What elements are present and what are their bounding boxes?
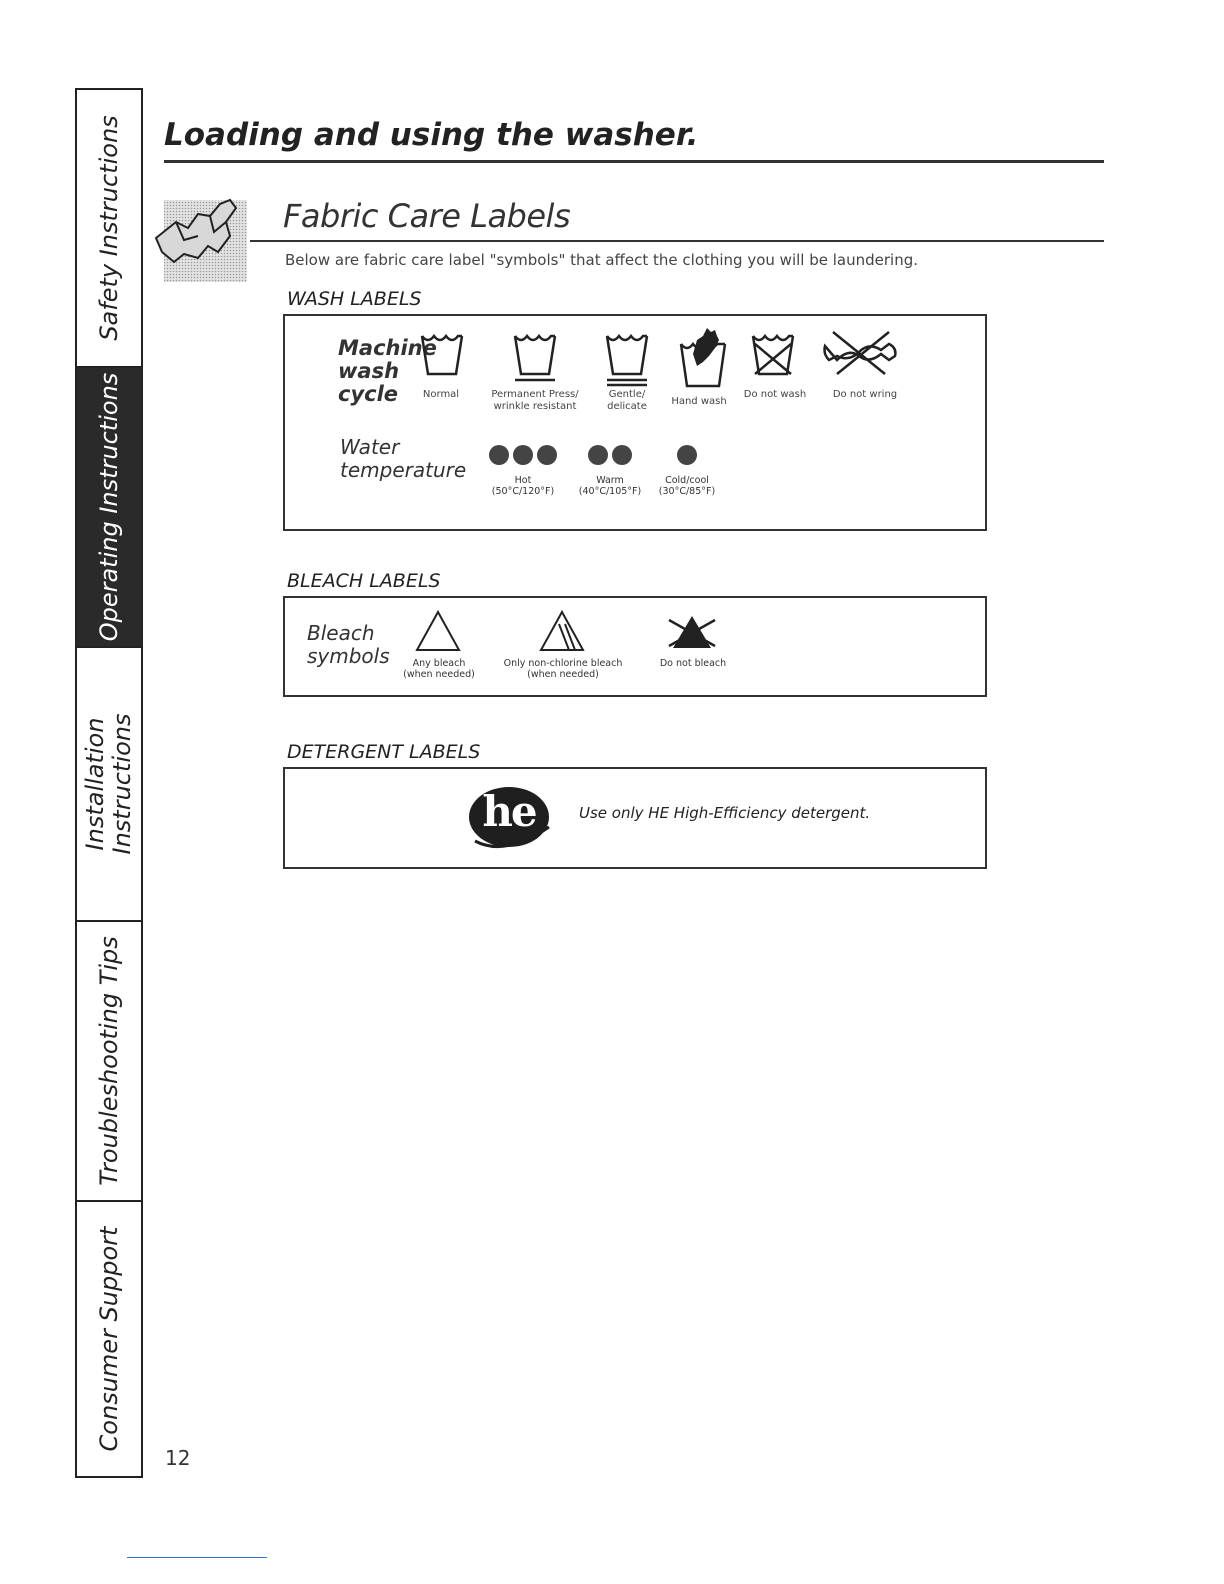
wash-symbol-hand-wash: [675, 326, 731, 390]
wash-symbol-permanent-press: [507, 330, 563, 386]
page-number: 12: [165, 1446, 191, 1470]
wash-labels-box: Machine wash cycle Normal Permanent Press/ wrinkle resistant Gentle/ delicate Hand wash Do not wash Do not wring Water temperature Hot (50°C/120°F) Warm (40°C/105°F) Cold/cool (30°C/85°F): [283, 314, 987, 531]
detergent-text: Use only HE High-Efficiency detergent.: [579, 804, 871, 822]
do-not-wring-icon: [819, 328, 901, 378]
wash-tub-two-bars-icon: [599, 330, 655, 390]
bleach-symbols-title: Bleach symbols: [307, 621, 390, 668]
do-not-bleach-icon: [665, 612, 719, 652]
tab-label: Consumer Support: [95, 1226, 123, 1452]
tab-troubleshooting-tips[interactable]: [77, 922, 141, 1202]
machine-wash-cycle-title: Machine wash cycle: [338, 336, 437, 406]
tab-label: Operating Instructions: [95, 372, 123, 642]
detergent-labels-heading: DETERGENT LABELS: [287, 741, 481, 763]
wash-symbol-gentle: [599, 330, 655, 390]
section-title: Fabric Care Labels: [283, 197, 571, 235]
clothing-care-icon: [148, 192, 250, 284]
temp-dots-cold: [676, 444, 698, 466]
wash-tub-one-bar-icon: [507, 330, 563, 386]
footer-rule: [127, 1557, 267, 1558]
hand-wash-icon: [675, 326, 731, 390]
water-temperature-title: Water temperature: [340, 435, 467, 482]
do-not-wash-icon: [747, 330, 799, 378]
tab-consumer-support[interactable]: [77, 1202, 141, 1476]
bleach-labels-heading: BLEACH LABELS: [287, 570, 441, 592]
tab-operating-instructions[interactable]: [77, 368, 141, 648]
three-dots-icon: [488, 444, 558, 466]
wash-symbol-do-not-wring: [819, 328, 901, 378]
page-title: Loading and using the washer.: [164, 117, 699, 153]
intro-text: Below are fabric care label "symbols" that affect the clothing you will be laundering.: [285, 251, 918, 269]
tab-safety-instructions[interactable]: [77, 90, 141, 368]
he-logo-icon: [465, 779, 555, 859]
bleach-triangle-icon: [413, 608, 463, 654]
two-dots-icon: [587, 444, 633, 466]
title-rule: [164, 160, 1104, 163]
temp-dots-warm: [587, 444, 633, 466]
section-rule: [250, 240, 1104, 242]
tab-label: Troubleshooting Tips: [95, 936, 123, 1186]
wash-symbol-do-not-wash: [747, 330, 799, 378]
temp-dots-hot: [488, 444, 558, 466]
bleach-symbol-any: [413, 608, 463, 654]
bleach-symbol-non-chlorine: [537, 608, 587, 654]
one-dot-icon: [676, 444, 698, 466]
he-logo-text: he: [482, 787, 536, 836]
bleach-symbol-do-not: [665, 612, 719, 652]
tab-label: Safety Instructions: [95, 115, 123, 341]
wash-tub-icon: [418, 330, 466, 378]
tab-installation-instructions[interactable]: [77, 648, 141, 922]
tab-label: Installation Instructions: [81, 713, 136, 855]
detergent-labels-box: [283, 767, 987, 869]
non-chlorine-bleach-icon: [537, 608, 587, 654]
bleach-labels-box: Bleach symbols Any bleach (when needed) Only non-chlorine bleach (when needed) Do not bleach: [283, 596, 987, 697]
side-tab-bar: [75, 88, 143, 1478]
wash-labels-heading: WASH LABELS: [287, 288, 422, 310]
wash-symbol-normal: [418, 330, 466, 378]
